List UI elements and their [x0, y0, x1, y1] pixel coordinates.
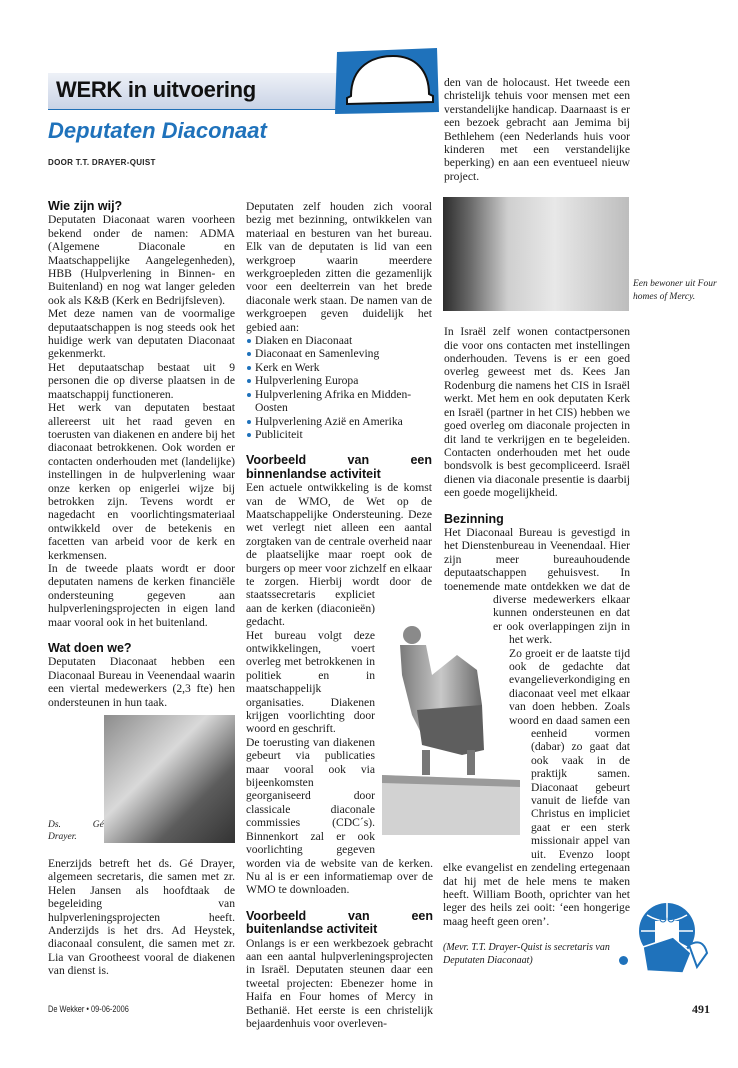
- photo-resident: [443, 197, 629, 311]
- heading-binnenlandse-activiteit: Voorbeeld van een binnenlandse activiteit: [246, 453, 432, 481]
- heading-buitenlandse-activiteit: Voorbeeld van een buitenlandse activiteit: [246, 908, 433, 937]
- hard-hat-icon: [333, 48, 441, 114]
- section-title: WERK in uitvoering: [56, 77, 256, 102]
- author-note: [443, 941, 630, 967]
- list-item: Diaken en Diaconaat: [246, 334, 433, 347]
- paragraph: Het werk van deputaten bestaat allereerst uit het raad geven en toerusten van diakenen en andere bij het diaconaat betrokkenen. Ook worden er contacten onderhouden met (landelijke) instellingen in de hulpverlening waar onze kerken op enigerlei wijze bij betrokken zijn. Tevens wordt er nagedacht en voorlichtingsmateriaal ontwikkeld over de betekenis en facetten van arbeid voor de kerk en kerkmensen.: [48, 401, 235, 562]
- list-item: Hulpverlening Afrika en Midden-Oosten: [246, 388, 433, 415]
- diaconaat-logo-icon: [633, 897, 713, 977]
- paragraph: den van de holocaust. Het tweede een christelijk tehuis voor mensen met een verstandelijke handicap. Daarnaast is er een bezoek gebracht aan Jemima bij Bethlehem (een Nederlands huis voor kinderen met een verstandelijke beperking) en aan een eventueel nieuw project.: [444, 76, 630, 183]
- end-mark-icon: [619, 956, 628, 965]
- paragraph: Deputaten zelf houden zich vooral bezig met bezinning, ontwikkelen van materiaal en besturen van het bureau. Elk van de deputaten is lid van een werkgroep waarin meerdere werkgroepleden zitten die gezamenlijk voor een deelterrein van het brede diaconale werk staan. De namen van de werkgroepen geven duidelijk het gebied aan:: [246, 200, 432, 334]
- heading-bezinning: Bezinning: [444, 511, 504, 526]
- paragraph: Het Diaconaal Bureau is gevestigd in het Dienstenbureau in Veenendaal. Hier zijn meer bureauhoudende deputaatschappen gehuisvest. In toenemende mate ontdekken we dat de diverse medewerkers elkaar kunnen ondersteunen en dat er ook overlappingen zijn in het werk.: [444, 525, 630, 647]
- paragraph: In Israël zelf wonen contactpersonen die voor ons contacten met instellingen onderhouden. Tevens is er een goed overleg geweest met ds. Kees Jan Rodenburg die namens het CIS in Israël werkt. Met hem en ook deputaten Kerk en Israël (partner in het CIS) hebben we goed overleg om diaconale projecten in dit land te verkrijgen en te begeleiden. Contacten onderhouden met het oude bondsvolk is best gecompliceerd. Israël dienen via diaconale presentie is daarbij een goede mogelijkheid.: [444, 325, 630, 500]
- paragraph: Het deputaatschap bestaat uit 9 personen die op diverse plaatsen in de maatschappij functioneren.: [48, 360, 235, 401]
- publication-footer: De Wekker • 09-06-2006: [48, 1004, 129, 1014]
- list-item: Publiciteit: [246, 428, 433, 441]
- heading-wat-doen-we: Wat doen we?: [48, 641, 132, 655]
- byline: DOOR T.T. DRAYER-QUIST: [48, 158, 156, 167]
- photo-caption: Ds. Gé Drayer.: [48, 820, 104, 843]
- paragraph: In de tweede plaats wordt er door deputaten namens de kerken financiële ondersteuning gegeven aan hulpverleningsprojecten in eigen land maar vooral ook in het buitenland.: [48, 561, 235, 629]
- page-number: 491: [692, 1002, 710, 1016]
- paragraph: De toerusting van diakenen gebeurt via publicaties maar vooral ook via bijeenkomsten georganiseerd door classicale diaconale commissies (CDC´s). Binnenkort zal er ook voorlichting gegeven worden via de website van de kerken. Nu al is er een informatiemap over de WMO te downloaden.: [246, 735, 433, 897]
- heading-wie-zijn-wij: Wie zijn wij?: [48, 199, 123, 213]
- column-1: [48, 200, 235, 978]
- list-item: Diaconaat en Samenleving: [246, 347, 433, 360]
- statue-image: [382, 615, 522, 835]
- paragraph: Deputaten Diaconaat waren voorheen bekend onder de namen: ADMA (Algemene Diaconale en Maatschappelijke Aangelegenheden), HBB (Hulpverlening in Binnen- en Buitenland) en nog wat langer geleden ook als K&B (Kerk en Bedrijfsleven).: [48, 213, 235, 307]
- photo-block: [48, 715, 235, 843]
- paragraph: Het bureau volgt deze ontwikkelingen, voert overleg met betrokkenen in politiek en in maatschappelijk organisaties. Diakenen krijgen voorlichting door woord en geschrift.: [246, 628, 375, 736]
- paragraph: Onlangs is er een werkbezoek gebracht aan een aantal hulpverleningsprojecten in Israël. Deputaten steunen daar een tweetal projecten: Ebenezer home in Haifa en Four homes of Mercy in Bethanië. Het eerste is een christelijk bejaardenhuis voor overleven-: [246, 936, 433, 1030]
- author-note-text: (Mevr. T.T. Drayer-Quist is secretaris van Deputaten Diaconaat): [443, 942, 610, 967]
- paragraph: Deputaten Diaconaat hebben een Diaconaal Bureau in Veenendaal waarin een viertal medewerkers (2,3 fte) hen ondersteunen in hun taak.: [48, 655, 235, 709]
- workgroup-list: [246, 334, 433, 441]
- list-item: Kerk en Werk: [246, 361, 433, 374]
- paragraph: Met deze namen van de voormalige deputaatschappen is nog steeds ook het huidige werk van deputaten Diaconaat gekenmerkt.: [48, 307, 235, 361]
- paragraph: Enerzijds betreft het ds. Gé Drayer, algemeen secretaris, die samen met zr. Helen Jansen als hoofdtaak de begeleiding van hulpverleningsprojecten heeft. Anderzijds is het drs. Ad Heystek, diaconaal consulent, die samen met zr. Lia van Grootheest vooral de diakenen van dienst is.: [48, 857, 235, 978]
- paragraph: Een actuele ontwikkeling is de komst van de WMO, de Wet op de Maatschappelijke Ondersteuning. Deze wet verlegt niet alleen een aantal zorgtaken van de centrale overheid naar de plaatselijke maar roept ook de burgers op meer voor zichzelf en elkaar te zorgen. Hierbij wordt door de staatssecretaris expliciet aan de kerken (diaconieën) gedacht.: [246, 481, 432, 629]
- list-item: Hulpverlening Europa: [246, 374, 433, 387]
- paragraph: Zo groeit er de laatste tijd ook de gedachte dat evangelieverkondiging en diaconaat veel met elkaar van doen hebben. Zoals woord en daad samen een eenheid vormen (dabar) zo gaat dat ook vaak in de praktijk samen. Diaconaat gebeurt vanuit de liefde van Christus en impliciet gaat er een sterk missionair appel van uit. Evenzo loopt elke evangelist en zendeling ertegenaan dat hij met de hele mens te maken heeft. William Booth, oprichter van het leger des heils zei ooit: ‘een hongerige maag heeft geen oren’.: [443, 646, 630, 928]
- list-item: Hulpverlening Azië en Amerika: [246, 415, 433, 428]
- photo-caption: Een bewoner uit Four homes of Mercy.: [633, 279, 717, 302]
- photo-office-worker: [104, 715, 235, 843]
- article-title: Deputaten Diaconaat: [48, 118, 267, 143]
